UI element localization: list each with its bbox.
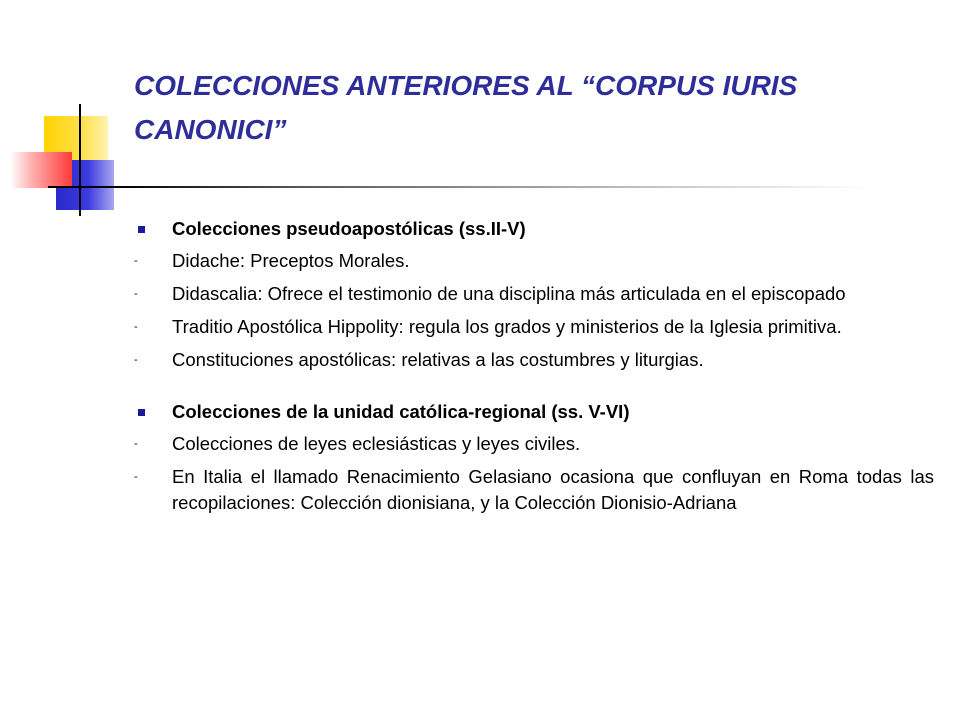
list-item [130, 347, 934, 373]
dash-bullet-icon: - [134, 471, 138, 483]
dash-bullet-icon: - [134, 255, 138, 267]
list-item [130, 314, 934, 340]
slide-content [130, 216, 934, 523]
list-item-text: Didascalia: Ofrece el testimonio de una disciplina más articulada en el episcopado [172, 283, 846, 304]
dash-bullet-icon: - [134, 288, 138, 300]
title-underline [48, 186, 868, 188]
section-heading-text: Colecciones de la unidad católica-regional (ss. V-VI) [172, 401, 630, 422]
red-square-decoration [10, 152, 72, 188]
section-heading-text: Colecciones pseudoapostólicas (ss.II-V) [172, 218, 526, 239]
square-bullet-icon [138, 226, 145, 233]
list-item-text: En Italia el llamado Renacimiento Gelasiano ocasiona que confluyan en Roma todas las recopilaciones: Colección dionisiana, y la Colección Dionisio-Adriana [172, 466, 934, 513]
dash-bullet-icon: - [134, 321, 138, 333]
list-item-text: Colecciones de leyes eclesiásticas y leyes civiles. [172, 433, 581, 454]
blue-square-decoration [56, 160, 114, 210]
list-item [130, 281, 934, 307]
dash-bullet-icon: - [134, 354, 138, 366]
list-item-text: Constituciones apostólicas: relativas a las costumbres y liturgias. [172, 349, 704, 370]
list-item-text: Didache: Preceptos Morales. [172, 250, 410, 271]
section-heading [130, 216, 934, 242]
list-item [130, 464, 934, 516]
slide-title: COLECCIONES ANTERIORES AL “CORPUS IURIS CANONICI” [134, 70, 798, 145]
list-item-text: Traditio Apostólica Hippolity: regula los grados y ministerios de la Iglesia primitiva. [172, 316, 842, 337]
square-bullet-icon [138, 409, 145, 416]
list-item [130, 248, 934, 274]
yellow-square-decoration [44, 116, 108, 180]
vertical-line-decoration [79, 104, 81, 216]
section-heading [130, 399, 934, 425]
list-item [130, 431, 934, 457]
dash-bullet-icon: - [134, 438, 138, 450]
